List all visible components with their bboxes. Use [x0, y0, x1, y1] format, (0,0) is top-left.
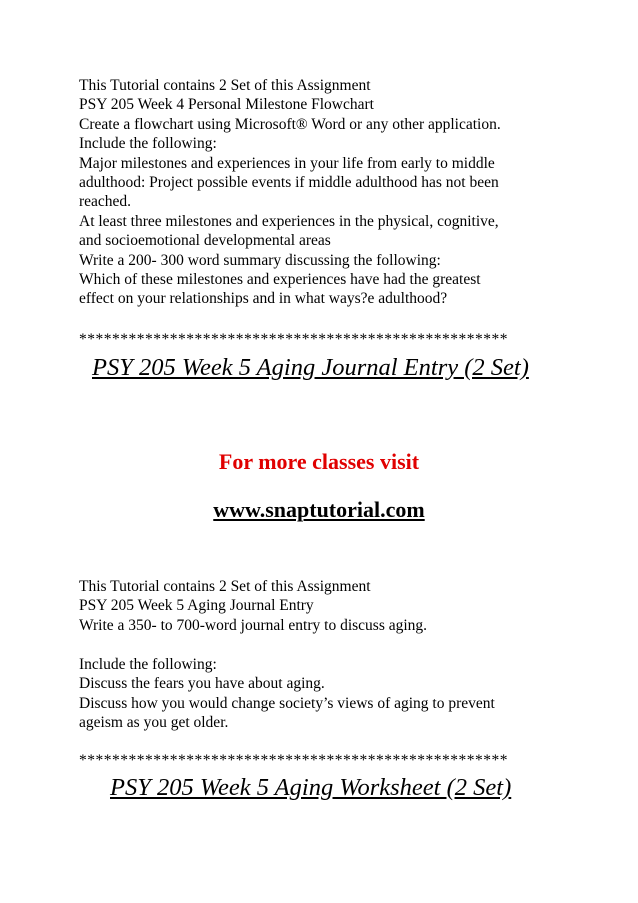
text-line: Discuss how you would change society’s views of aging to prevent [79, 694, 495, 712]
text-line: Write a 200- 300 word summary discussing the following: [79, 251, 441, 269]
text-line: PSY 205 Week 5 Aging Journal Entry [79, 597, 314, 615]
text-line: and socioemotional developmental areas [79, 232, 331, 250]
separator-line: **************************************************** [79, 331, 508, 348]
text-line: Discuss the fears you have about aging. [79, 675, 325, 693]
section1-text [79, 76, 559, 309]
text-line: Which of these milestones and experiences have had the greatest [79, 271, 481, 289]
text-line: Write a 350- to 700-word journal entry to discuss aging. [79, 616, 428, 634]
text-line: This Tutorial contains 2 Set of this Assignment [79, 77, 371, 94]
text-line: Include the following: [79, 656, 217, 673]
promo-text: For more classes visit [218, 449, 420, 474]
text-line: Include the following: [79, 135, 217, 153]
text-line: effect on your relationships and in what ways?e adulthood? [79, 290, 448, 308]
text-line: This Tutorial contains 2 Set of this Assignment [79, 578, 371, 595]
text-line: At least three milestones and experiences in the physical, cognitive, [79, 212, 499, 230]
separator-line: **************************************************** [79, 752, 508, 769]
promo-link[interactable]: www.snaptutorial.com [213, 497, 425, 522]
text-line: Major milestones and experiences in your life from early to middle [79, 154, 495, 172]
heading-aging-worksheet: PSY 205 Week 5 Aging Worksheet (2 Set) [110, 774, 512, 801]
section2-text-a [79, 577, 559, 635]
text-line: Create a flowchart using Microsoft® Word or any other application. [79, 115, 501, 133]
section2-text-b [79, 655, 559, 733]
heading-aging-journal: PSY 205 Week 5 Aging Journal Entry (2 Set) [92, 354, 529, 381]
text-line: ageism as you get older. [79, 714, 229, 732]
text-line: reached. [79, 193, 132, 211]
text-line: adulthood: Project possible events if middle adulthood has not been [79, 174, 499, 192]
text-line: PSY 205 Week 4 Personal Milestone Flowchart [79, 96, 374, 114]
